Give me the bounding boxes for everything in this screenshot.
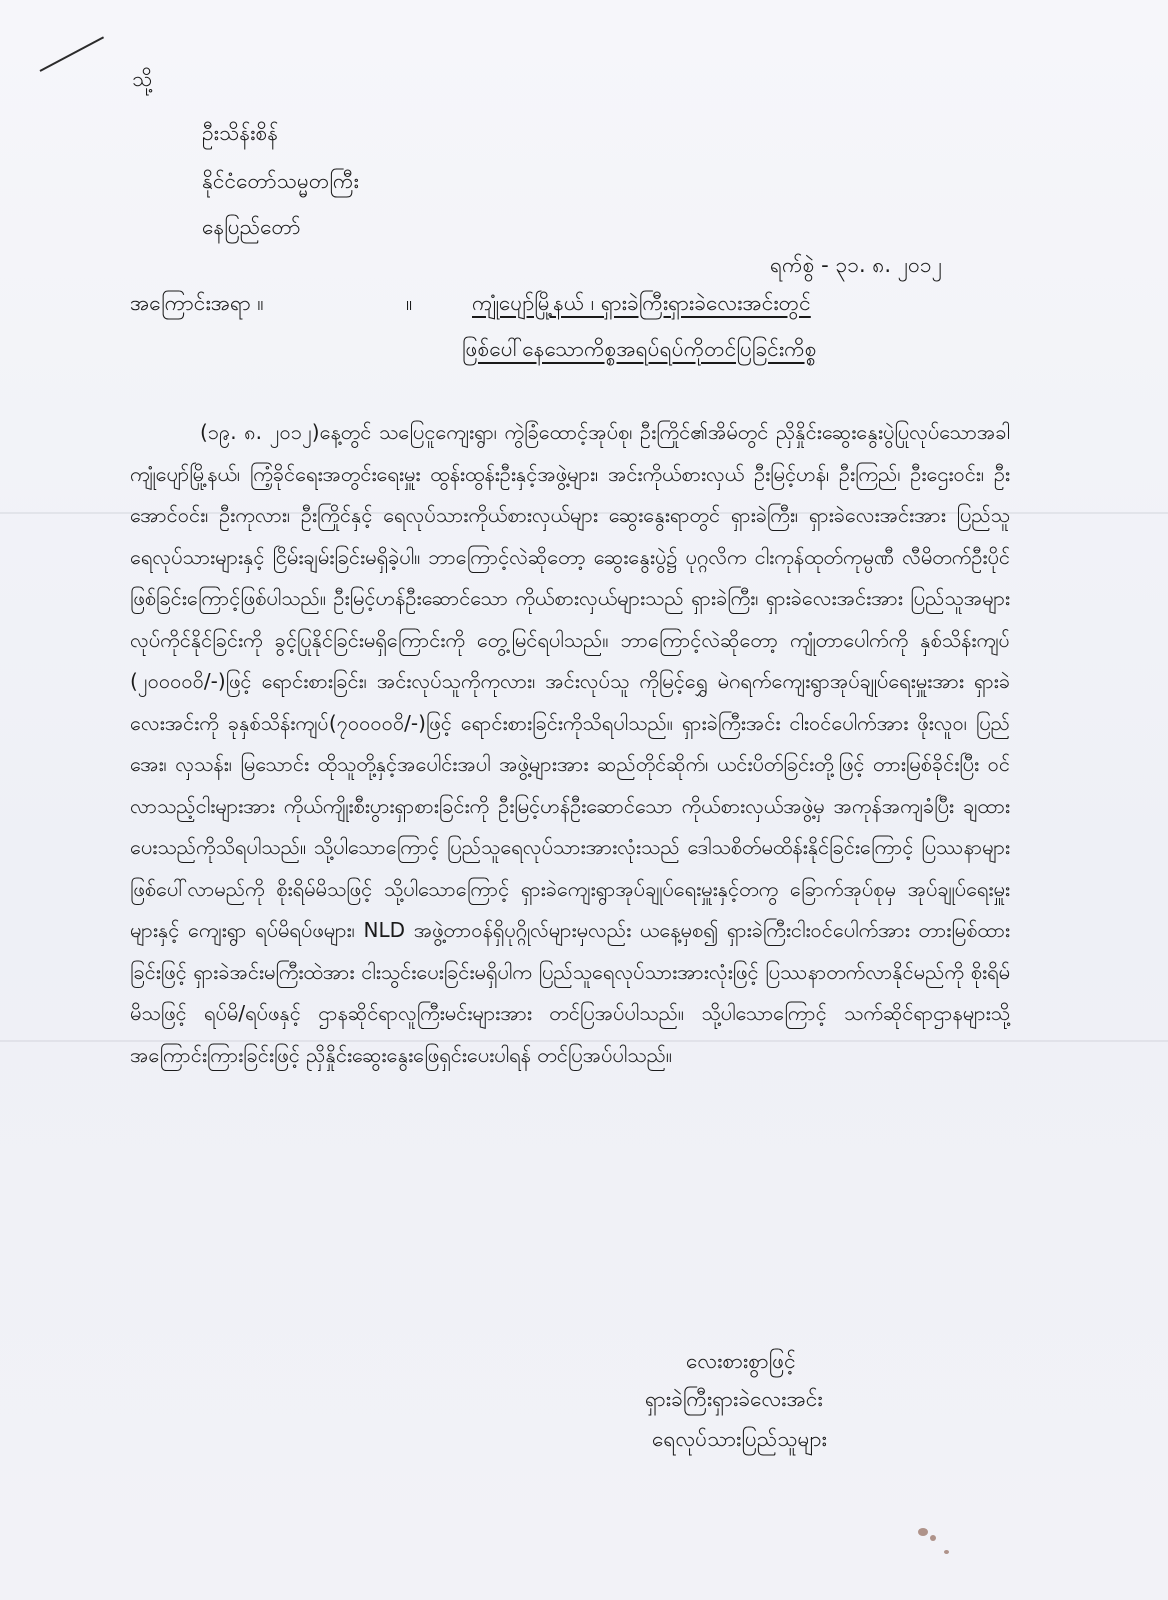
paper-stain <box>918 1528 928 1536</box>
signoff-sender: ရေလုပ်သားပြည်သူများ <box>652 1427 827 1451</box>
subject-label: အကြောင်းအရာ ။ <box>130 291 264 315</box>
recipient-title: နိုင်ငံတော်သမ္မတကြီး <box>202 169 359 193</box>
letter-date: ရက်စွဲ - ၃၁. ၈. ၂၀၁၂ <box>770 253 942 277</box>
signoff-sender-place: ရှားခဲကြီးရှားခဲလေးအင်း <box>645 1387 823 1411</box>
letter-body: (၁၉. ၈. ၂၀၁၂)နေ့တွင် သပြေငူကျေးရွာ၊ ကွဲခြံထောင့်အုပ်စု၊ ဦးကြိုင်၏အိမ်တွင် ညှိနှိုင်းဆွေးနွေးပွဲပြုလုပ်သောအခါ ကျုံပျော်မြို့နယ်၊ ကြံ့ခိုင်ရေးအတွင်းရေးမှူး ထွန်းထွန်းဦးနှင့်အဖွဲ့များ၊ အင်းကိုယ်စားလှယ် ဦးမြင့်ဟန်၊ ဦးကြည်၊ ဦးဌေးဝင်း၊ ဦးအောင်ဝင်း၊ ဦးကုလား၊ ဦးကြိုင်နှင့် ရေလုပ်သားကိုယ်စားလှယ်များ ဆွေးနွေးရာတွင် ရှားခဲကြီး၊ ရှားခဲလေးအင်းအား ပြည်သူရေလုပ်သားများနှင့် ငြိမ်းချမ်းခြင်းမရှိခဲ့ပါ။ ဘာကြောင့်လဲဆိုတော့ ဆွေးနွေးပွဲ၌ ပုဂ္ဂလိက ငါးကုန်ထုတ်ကုမ္ပဏီ လီမိတက်ဦးပိုင်ဖြစ်ခြင်းကြောင့်ဖြစ်ပါသည်။ ဦးမြင့်ဟန်ဦးဆောင်သော ကိုယ်စားလှယ်များသည် ရှားခဲကြီး၊ ရှားခဲလေးအင်းအား ပြည်သူအများ လုပ်ကိုင်နိုင်ခြင်းကို ခွင့်ပြုနိုင်ခြင်းမရှိကြောင်းကို တွေ့မြင်ရပါသည်။ ဘာကြောင့်လဲဆိုတော့ ကျုံတာပေါက်ကို နှစ်သိန်းကျပ် (၂၀၀၀၀၀ိ/-)ဖြင့် ရောင်းစားခြင်း၊ အင်းလုပ်သူကိုကုလား၊ အင်းလုပ်သူ ကိုမြင့်ရွှေ မဲဂရက်ကျေးရွာအုပ်ချုပ်ရေးမှူးအား ရှားခဲလေးအင်းကို ခုနှစ်သိန်းကျပ်(၇၀၀၀၀၀ိ/-)ဖြင့် ရောင်းစားခြင်းကိုသိရပါသည်။ ရှားခဲကြီးအင်း ငါးဝင်ပေါက်အား ဖိုးလူဝ၊ ပြည်အေး၊ လှသန်း၊ မြသောင်း ထိုသူတို့နှင့်အပေါင်းအပါ အဖွဲ့များအား ဆည်တိုင်ဆိုက်၊ ယင်းပိတ်ခြင်းတို့ဖြင့် တားမြစ်ခိုင်းပြီး ဝင်လာသည့်ငါးများအား ကိုယ်ကျိုးစီးပွားရှာစားခြင်းကို ဦးမြင့်ဟန်ဦးဆောင်သော ကိုယ်စားလှယ်အဖွဲ့မှ အကုန်အကျခံပြီး ချထားပေးသည်ကိုသိရပါသည်။ သို့ပါသောကြောင့် ပြည်သူရေလုပ်သားအားလုံးသည် ဒေါသစိတ်မထိန်းနိုင်ခြင်းကြောင့် ပြဿနာများ ဖြစ်ပေါ်လာမည်ကို စိုးရိမ်မိသဖြင့် သို့ပါသောကြောင့် ရှားခဲကျေးရွာအုပ်ချုပ်ရေးမှူးနှင့်တကွ ခြောက်အုပ်စုမှ အုပ်ချုပ်ရေးမှူးများနှင့် ကျေးရွာ ရပ်မိရပ်ဖများ၊ NLD အဖွဲ့တာဝန်ရှိပုဂ္ဂိုလ်များမှလည်း ယနေ့မှစ၍ ရှားခဲကြီးငါးဝင်ပေါက်အား တားမြစ်ထားခြင်းဖြင့် ရှားခဲအင်းမကြီးထဲအား ငါးသွင်းပေးခြင်းမရှိပါက ပြည်သူရေလုပ်သားအားလုံးဖြင့် ပြဿနာတက်လာနိုင်မည်ကို စိုးရိမ်မိသဖြင့် ရပ်မိ/ရပ်ဖနှင့် ဌာနဆိုင်ရာလူကြီးမင်းများအား တင်ပြအပ်ပါသည်။ သို့ပါသောကြောင့် သက်ဆိုင်ရာဌာနများသို့ အကြောင်းကြားခြင်းဖြင့် ညှိနှိုင်းဆွေးနွေးဖြေရှင်းပေးပါရန် တင်ပြအပ်ပါသည်။ <box>130 420 1010 1067</box>
subject-line-2: ဖြစ်ပေါ်နေသောကိစ္စအရပ်ရပ်ကိုတင်ပြခြင်းကိစ္စ <box>462 337 817 361</box>
paper-stain <box>944 1550 949 1554</box>
subject-line-1: ကျုံပျော်မြို့နယ် ၊ ရှားခဲကြီးရှားခဲလေးအင်းတွင် <box>472 291 811 315</box>
paper-stain <box>930 1535 936 1541</box>
recipient-name: ဦးသိန်းစိန် <box>202 121 279 145</box>
pen-stroke-mark <box>40 36 105 72</box>
subject-separator: ။ <box>406 291 413 315</box>
signoff-closing: လေးစားစွာဖြင့် <box>686 1349 796 1373</box>
recipient-place: နေပြည်တော် <box>202 215 301 239</box>
to-label: သို့ <box>132 67 153 91</box>
